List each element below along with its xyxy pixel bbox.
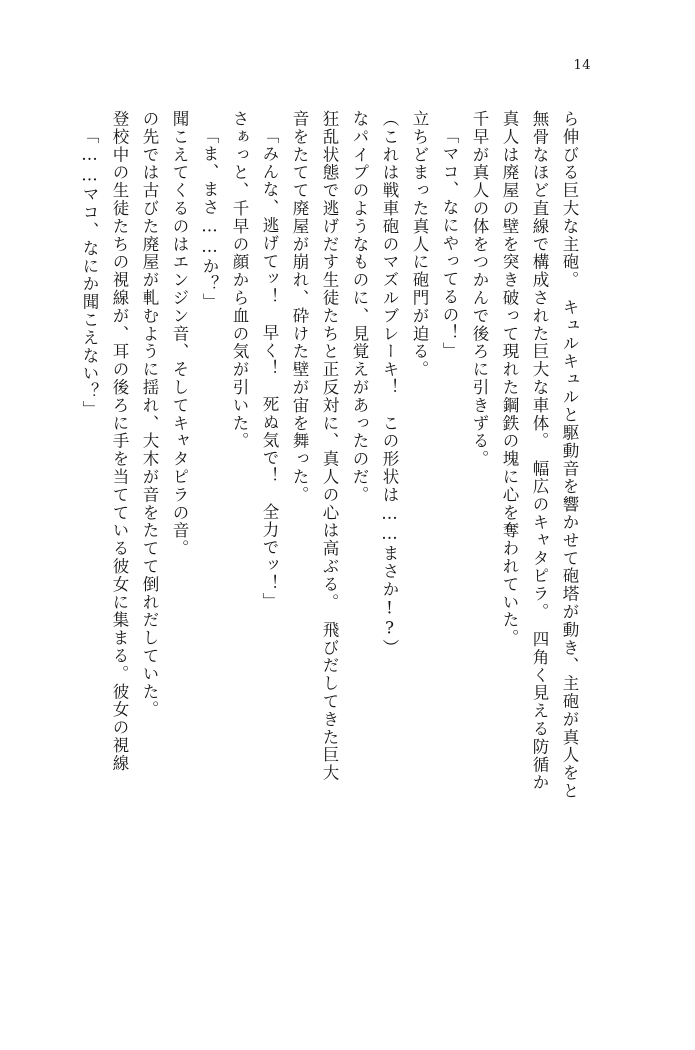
text-column: （これは戦車砲のマズルブレーキ！ この形状は……まさか!?） <box>380 110 399 657</box>
text-column: ら伸びる巨大な主砲。 キュルキュルと駆動音を響かせて砲塔が動き、主砲が真人をと <box>560 110 579 800</box>
text-column: さぁっと、千早の顔から血の気が引いた。 <box>230 110 249 451</box>
page-number: 14 <box>573 58 591 73</box>
text-column: 千早が真人の体をつかんで後ろに引きずる。 <box>470 110 489 468</box>
text-column: 狂乱状態で逃げだす生徒たちと正反対に、真人の心は高ぶる。 飛びだしてきた巨大 <box>320 110 339 782</box>
text-column: 立ちどまった真人に砲門が迫る。 <box>410 110 429 379</box>
vertical-text-body <box>67 110 607 980</box>
text-column: 「マコ、なにやってるの！」 <box>440 127 459 360</box>
text-column: 「みんな、逃げてッ！ 早く！ 死ぬ気で！ 全力でッ！」 <box>260 127 279 611</box>
text-column: の先では古びた廃屋が軋むように揺れ、大木が音をたてて倒れだしていた。 <box>140 110 159 719</box>
text-column: 真人は廃屋の壁を突き破って現れた鋼鉄の塊に心を奪われていた。 <box>500 110 519 647</box>
text-column: 登校中の生徒たちの視線が、耳の後ろに手を当てている彼女に集まる。彼女の視線 <box>110 110 129 773</box>
text-column: 「ま、まさ……か？」 <box>200 127 219 311</box>
text-column: 音をたてて廃屋が崩れ、砕けた壁が宙を舞った。 <box>290 110 309 504</box>
text-column: なパイプのようなものに、見覚えがあったのだ。 <box>350 110 369 504</box>
text-column-with-ruby: 無骨なほど直線で構成された巨大な車体。 幅広のキャタピラ。 四角く見える防循か <box>530 110 549 792</box>
text-column: 聞こえてくるのはエンジン音、そしてキャタピラの音。 <box>170 110 189 558</box>
text-column: 「……マコ、なにか聞こえない？」 <box>80 127 99 419</box>
